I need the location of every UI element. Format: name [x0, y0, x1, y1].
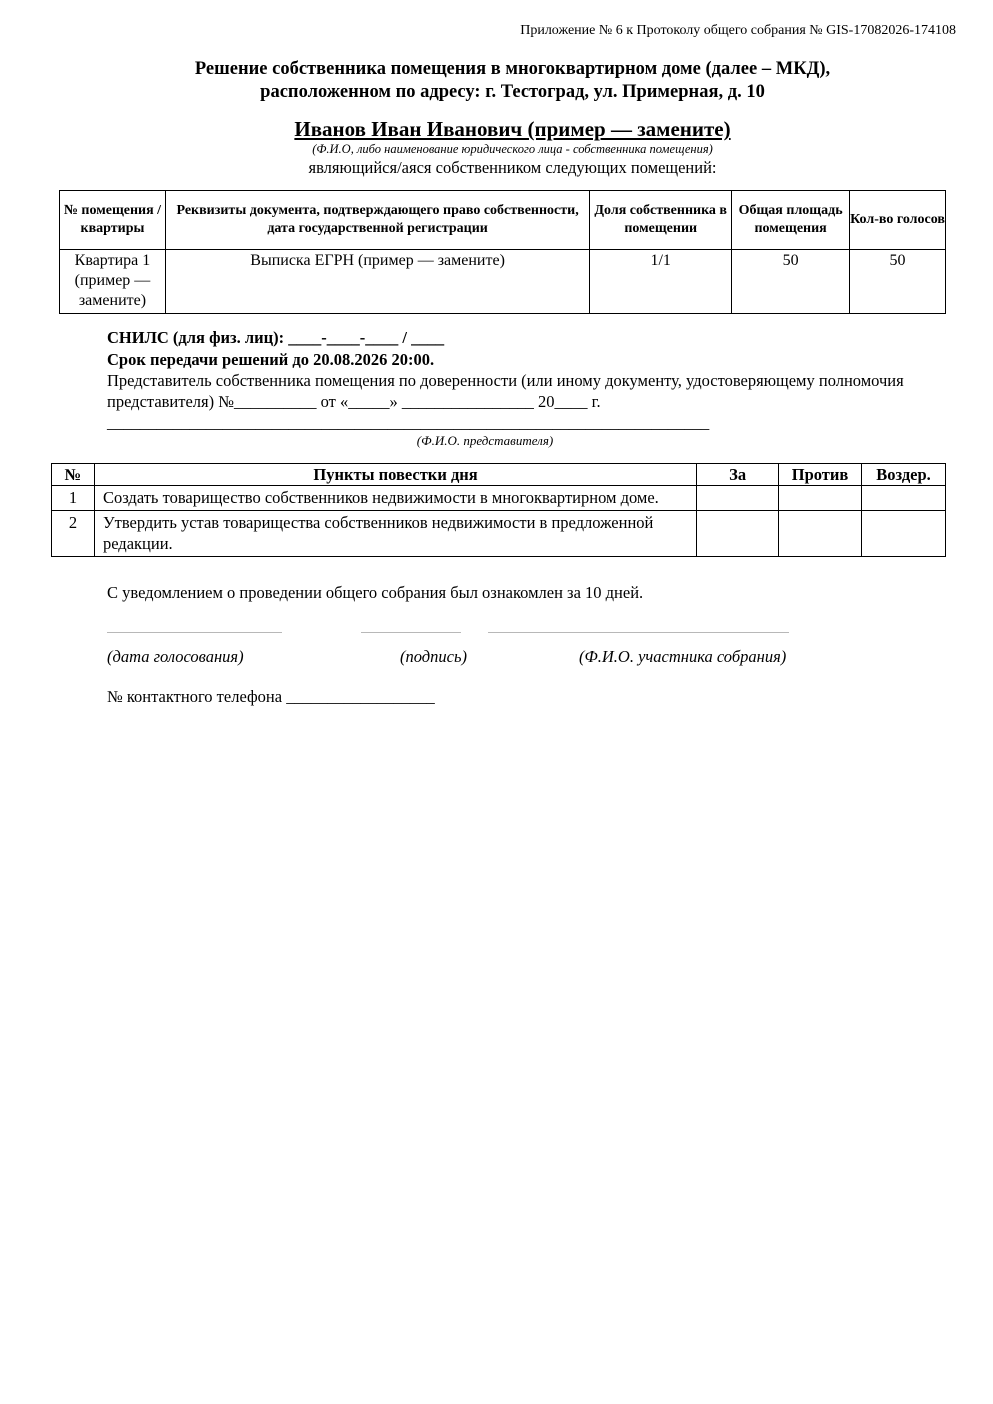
agenda-item-text: Утвердить устав товарищества собственников недвижимости в предложенной редакции. [94, 511, 696, 557]
signature-caption: (подпись) [400, 647, 467, 666]
owner-name-caption: (Ф.И.О, либо наименование юридического лица - собственника помещения) [312, 142, 713, 156]
agenda-item-number: 2 [52, 511, 95, 557]
column-header-agenda-item: Пункты повестки дня [94, 464, 696, 486]
cell-total-area: 50 [732, 250, 850, 314]
table-row [60, 250, 946, 314]
participant-name-caption: (Ф.И.О. участника собрания) [579, 647, 787, 666]
vote-against-cell[interactable] [779, 511, 862, 557]
snils-field[interactable]: СНИЛС (для физ. лиц): ____-____-____ / ____ [107, 328, 445, 347]
cell-votes: 50 [850, 250, 946, 314]
representative-name-caption: (Ф.И.О. представителя) [416, 433, 554, 448]
column-header-room-number: № помещения /квартиры [60, 191, 166, 250]
appendix-reference: Приложение № 6 к Протоколу общего собрания № GIS-17082026-174108 [520, 23, 956, 38]
cell-ownership-document: Выписка ЕГРН (пример — замените) [165, 250, 589, 314]
column-header-votes: Кол-во голосов [850, 191, 946, 250]
title-line-2: расположенном по адресу: г. Тестоград, ул. Примерная, д. 10 [260, 82, 765, 102]
participant-name-line[interactable] [488, 632, 789, 633]
property-table [59, 190, 946, 314]
table-row [52, 486, 946, 511]
representative-field[interactable]: Представитель собственника помещения по доверенности (или иному документу, удостоверяющему полномочия представителя) №__________ от «_____» ________________ 20____ г. [107, 371, 904, 411]
document-title [0, 58, 993, 104]
vote-abstain-cell[interactable] [862, 486, 946, 511]
column-header-for: За [697, 464, 779, 486]
vote-for-cell[interactable] [697, 486, 779, 511]
agenda-table [51, 463, 946, 557]
vote-abstain-cell[interactable] [862, 511, 946, 557]
cell-room-number: Квартира 1 (пример — замените) [60, 250, 166, 314]
column-header-ownership-document: Реквизиты документа, подтверждающего право собственности, дата государственной регистрации [165, 191, 589, 250]
column-header-number: № [52, 464, 95, 486]
owner-name: Иванов Иван Иванович (пример — замените) [294, 117, 731, 141]
cell-owner-share: 1/1 [590, 250, 732, 314]
column-header-total-area: Общая площадь помещения [732, 191, 850, 250]
contact-phone-field[interactable]: № контактного телефона __________________ [107, 687, 435, 706]
agenda-item-text: Создать товарищество собственников недвижимости в многоквартирном доме. [94, 486, 696, 511]
owner-subtitle: являющийся/аяся собственником следующих помещений: [308, 158, 717, 177]
title-line-1: Решение собственника помещения в многоквартирном доме (далее – МКД), [194, 59, 831, 79]
table-row [52, 511, 946, 557]
representative-name-line[interactable]: _________________________________________________________________________ [107, 413, 710, 432]
vote-against-cell[interactable] [779, 486, 862, 511]
voting-date-line[interactable] [107, 632, 282, 633]
submission-deadline: Срок передачи решений до 20.08.2026 20:00. [107, 350, 435, 369]
signature-line[interactable] [361, 632, 461, 633]
agenda-table-header [52, 464, 946, 486]
column-header-against: Против [779, 464, 862, 486]
agenda-item-number: 1 [52, 486, 95, 511]
meeting-notice-statement: С уведомлением о проведении общего собрания был ознакомлен за 10 дней. [107, 583, 644, 602]
property-table-header [60, 191, 946, 250]
column-header-owner-share: Доля собственника в помещении [590, 191, 732, 250]
voting-date-caption: (дата голосования) [107, 647, 244, 666]
vote-for-cell[interactable] [697, 511, 779, 557]
column-header-abstain: Воздер. [862, 464, 946, 486]
